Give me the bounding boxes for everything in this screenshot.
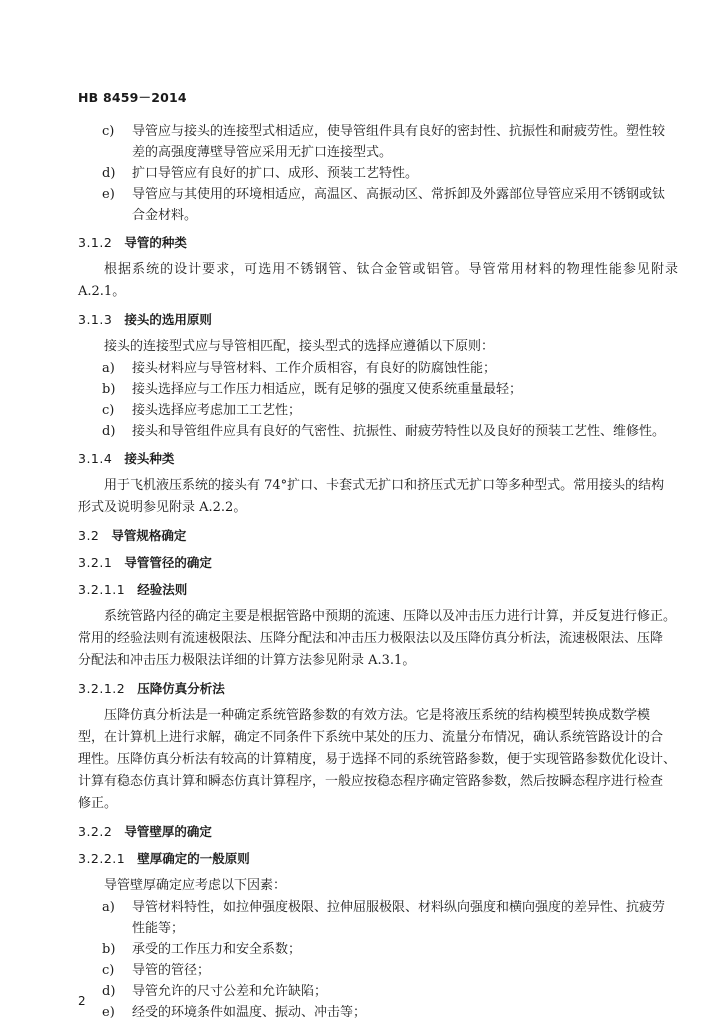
text-line: 系统管路内径的确定主要是根据管路中预期的流速、压降以及冲击压力进行计算，并反复进行修正。 [104,609,677,624]
paragraph: 接头的连接型式应与导管相匹配，接头型式的选择应遵循以下原则： [104,339,495,354]
list-item-b [78,379,678,400]
list-label: b) [102,942,116,957]
text-line: 导管应与其使用的环境相适应，高温区、高振动区、常拆卸及外露部位导管应采用不锈钢或钛 [132,187,666,202]
list-text: 接头选择应考虑加工工艺性； [132,403,302,418]
section-heading-3-2-1 [78,552,678,573]
document-code-header: HB 8459－2014 [78,90,187,105]
paragraph: 根据系统的设计要求，可选用不锈钢管、钛合金管或铝管。导管常用材料的物理性能参见附录 A.2.1。 [78,262,678,299]
text-line: 导管材料特性，如拉伸强度极限、拉伸屈服极限、材料纵向强度和横向强度的差异性、抗疲劳 [132,900,666,915]
list-text [132,163,678,184]
text-line: 型，在计算机上进行求解，确定不同条件下系统中某处的压力、流量分布情况，确认系统管路设计的合 [78,730,664,745]
list-item-a [78,897,678,939]
text-line: 形式及说明参见附录 A.2.2。 [78,500,247,515]
paragraph [78,475,678,519]
section-number: 3.2.2.1 [78,851,126,866]
section-heading-3-1-2 [78,232,678,253]
text-line: 常用的经验法则有流速极限法、压降分配法和冲击压力极限法以及压降仿真分析法，流速极限法、压降 [78,631,664,646]
list-label: c) [102,403,115,418]
list-item-e [78,1002,678,1023]
section-heading-3-1-3 [78,309,678,330]
section-number: 3.1.2 [78,235,113,250]
section-heading-3-2-1-2 [78,678,678,699]
section-number: 3.2.1 [78,555,113,570]
section-title: 经验法则 [137,582,188,597]
paragraph [78,705,678,815]
list-item-e [78,184,678,226]
list-text: 经受的环境条件如温度、振动、冲击等； [132,1005,367,1020]
list-item-a [78,358,678,379]
page-content [78,121,678,1023]
list-text: 导管允许的尺寸公差和允许缺陷； [132,984,328,999]
list-item-c [78,400,678,421]
list-item-c [78,960,678,981]
list-label: c) [102,963,115,978]
list-text: 导管的管径； [132,963,211,978]
list-label: d) [102,984,116,999]
section-title: 接头的选用原则 [124,312,212,327]
section-number: 3.2.2 [78,824,113,839]
list-label: d) [102,424,116,439]
section-number: 3.1.3 [78,312,113,327]
section-number: 3.1.4 [78,451,113,466]
text-line: 分配法和冲击压力极限法详细的计算方法参见附录 A.3.1。 [78,653,416,668]
section-title: 压降仿真分析法 [137,681,225,696]
text-line: 修正。 [78,796,118,811]
section-heading-3-2 [78,525,678,546]
text-line: 压降仿真分析法是一种确定系统管路参数的有效方法。它是将液压系统的结构模型转换成数学模 [104,708,651,723]
list-text: 承受的工作压力和安全系数； [132,942,302,957]
page-number: 2 [78,994,86,1008]
paragraph [78,606,678,672]
text-line: 理性。压降仿真分析法有较高的计算精度，易于选择不同的系统管路参数，便于实现管路参数优化设计、 [78,752,677,767]
section-number: 3.2 [78,528,100,543]
paragraph: 导管壁厚确定应考虑以下因素： [104,878,287,893]
section-heading-3-2-1-1 [78,579,678,600]
list-label: e) [102,1005,115,1020]
list-text [132,897,678,939]
text-line: 用于飞机液压系统的接头有 74°扩口、卡套式无扩口和挤压式无扩口等多种型式。常用接头的结构 [104,478,665,493]
section-heading-3-2-2-1 [78,848,678,869]
section-number: 3.2.1.1 [78,582,126,597]
list-text [132,121,678,163]
section-title: 导管的种类 [124,235,187,250]
text-line: 合金材料。 [132,208,198,223]
section-title: 导管壁厚的确定 [124,824,212,839]
text-line: 性能等； [132,921,185,936]
list-item-d [78,981,678,1002]
list-text: 接头选择应与工作压力相适应，既有足够的强度又使系统重量最轻； [132,382,523,397]
list-label: a) [102,361,115,376]
list-item-d [78,163,678,184]
section-title: 导管规格确定 [111,528,187,543]
section-heading-3-2-2 [78,821,678,842]
section-title: 导管管径的确定 [124,555,212,570]
section-title: 壁厚确定的一般原则 [137,851,250,866]
text-line: 扩口导管应有良好的扩口、成形、预装工艺特性。 [132,166,419,181]
section-title: 接头种类 [124,451,175,466]
list-text: 接头材料应与导管材料、工作介质相容，有良好的防腐蚀性能； [132,361,497,376]
text-line: 导管应与接头的连接型式相适应，使导管组件具有良好的密封性、抗振性和耐疲劳性。塑性较 [132,124,666,139]
list-item-c [78,121,678,163]
list-text: 接头和导管组件应具有良好的气密性、抗振性、耐疲劳特性以及良好的预装工艺性、维修性。 [132,424,666,439]
list-label: a) [102,900,115,915]
list-label: b) [102,382,116,397]
list-label: d) [102,166,116,181]
list-label: e) [102,187,115,202]
list-item-d [78,421,678,442]
text-line: 差的高强度薄壁导管应采用无扩口连接型式。 [132,145,393,160]
section-number: 3.2.1.2 [78,681,126,696]
list-text [132,184,678,226]
section-heading-3-1-4 [78,448,678,469]
list-item-b [78,939,678,960]
list-label: c) [102,124,115,139]
text-line: 计算有稳态仿真计算和瞬态仿真计算程序，一般应按稳态程序确定管路参数，然后按瞬态程序进行检查 [78,774,664,789]
